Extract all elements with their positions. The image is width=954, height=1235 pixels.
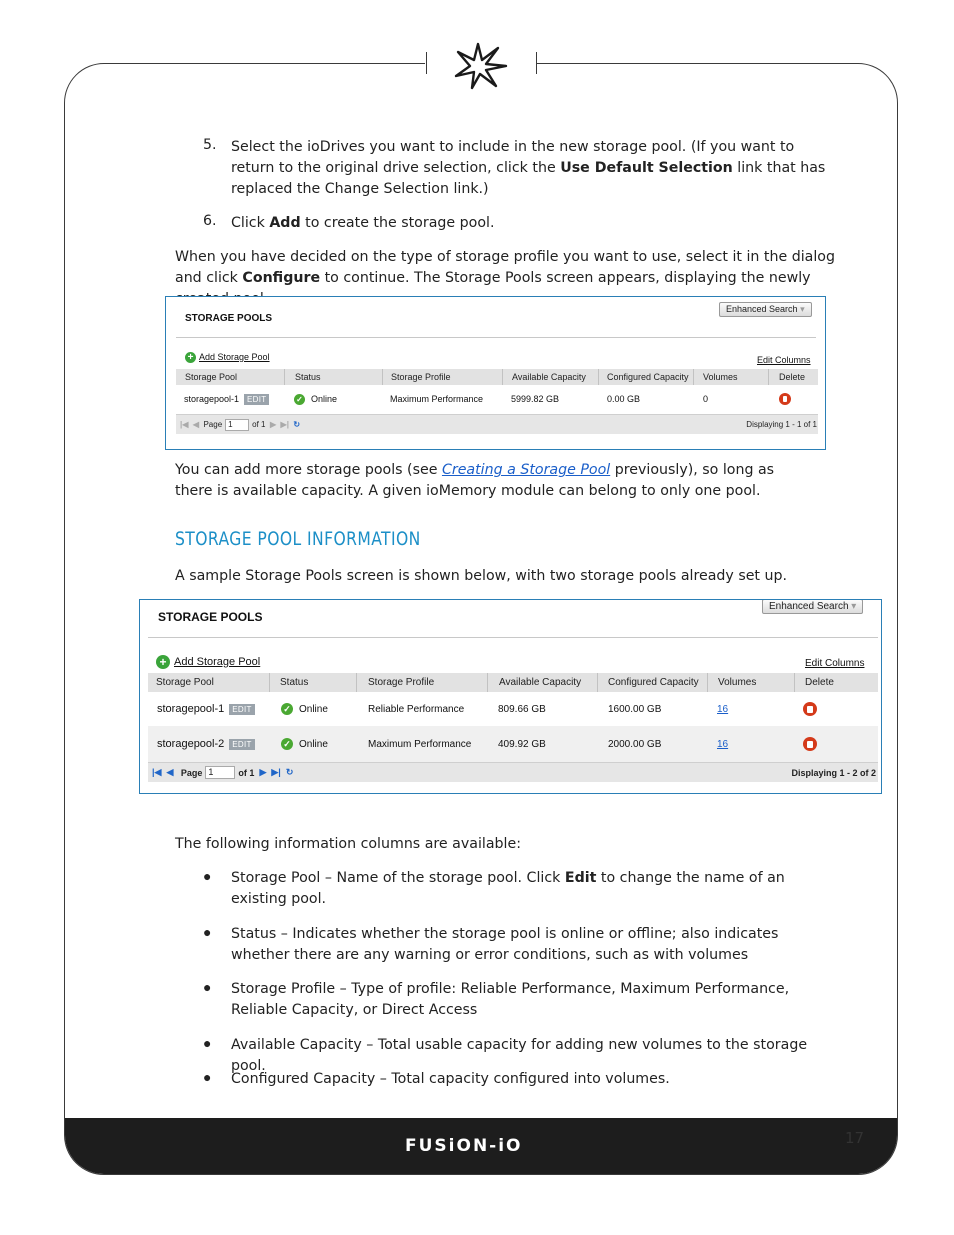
last-page-icon[interactable]: ▶|: [280, 420, 289, 429]
bullet-dot: ●: [203, 979, 212, 995]
section-intro: A sample Storage Pools screen is shown below, with two storage pools already set up.: [175, 568, 788, 584]
star-logo-icon: [452, 42, 508, 90]
section-title: STORAGE POOL INFORMATION: [175, 528, 421, 550]
col-storage-profile[interactable]: Storage Profile: [356, 673, 487, 692]
displaying-count: Displaying 1 - 1 of 1: [746, 420, 817, 429]
table-row: [148, 692, 878, 726]
volumes-link[interactable]: 16: [717, 738, 729, 750]
step-6-text: Click Add to create the storage pool.: [231, 215, 495, 231]
profile-cell: Maximum Performance: [368, 738, 472, 750]
configured-cell: 0.00 GB: [607, 394, 641, 404]
step-6-number: 6.: [203, 213, 217, 229]
col-delete[interactable]: Delete: [794, 673, 878, 692]
bullet-status: Status – Indicates whether the storage pool is online or offline; also indicates whether there are any warning or error conditions, such as with volumes: [231, 926, 779, 963]
table-header: [148, 673, 878, 692]
profile-cell: Maximum Performance: [390, 394, 484, 404]
col-volumes[interactable]: Volumes: [707, 673, 794, 692]
edit-columns-link[interactable]: Edit Columns: [757, 355, 811, 365]
available-cell: 809.66 GB: [498, 703, 546, 715]
note-paragraph: You can add more storage pools (see Creating a Storage Pool previously), so long as there is available capacity. A given ioMemory module can belong to only one pool.: [175, 462, 775, 499]
online-check-icon: ✓: [281, 738, 293, 750]
pool-name-cell: storagepool-1 EDIT: [157, 692, 255, 726]
add-icon: +: [185, 352, 196, 363]
page-input[interactable]: 1: [225, 419, 249, 431]
bullet-dot: ●: [203, 868, 212, 884]
edit-button[interactable]: EDIT: [229, 704, 254, 715]
pagination-bar: [176, 414, 818, 434]
panel-title: STORAGE POOLS: [185, 313, 273, 324]
last-page-icon[interactable]: ▶|: [271, 767, 281, 777]
volumes-cell: [717, 692, 728, 726]
delete-cell: [803, 726, 817, 762]
columns-intro: The following information columns are available:: [175, 836, 521, 852]
bullet-available-capacity: Available Capacity – Total usable capacity for adding new volumes to the storage pool.: [231, 1037, 808, 1074]
add-storage-pool-link[interactable]: + Add Storage Pool: [156, 655, 260, 669]
available-cell: 5999.82 GB: [511, 394, 560, 404]
status-cell: ✓ Online: [281, 726, 328, 762]
add-icon: +: [156, 655, 170, 669]
creating-storage-pool-link[interactable]: Creating a Storage Pool: [441, 462, 611, 478]
step-5-text: Select the ioDrives you want to include in the new storage pool. (If you want to return to the original drive selection, click the Use Default Selection link that has replaced the Change Selection link.): [231, 139, 826, 197]
bullet-storage-profile: Storage Profile – Type of profile: Reliable Performance, Maximum Performance, Reliable Capacity, or Direct Access: [231, 981, 790, 1018]
col-storage-pool[interactable]: Storage Pool: [156, 677, 214, 688]
step-5-number: 5.: [203, 137, 217, 153]
page-label: Page: [203, 420, 223, 429]
col-status[interactable]: Status: [284, 369, 382, 385]
col-storage-pool[interactable]: Storage Pool: [185, 372, 238, 382]
col-available-capacity[interactable]: Available Capacity: [502, 369, 598, 385]
pool-name-cell: storagepool-2 EDIT: [157, 726, 255, 762]
storage-pools-panel-2: [139, 599, 882, 794]
volumes-cell: [717, 726, 728, 762]
edit-button[interactable]: EDIT: [244, 394, 269, 405]
col-status[interactable]: Status: [269, 673, 356, 692]
page-of-label: of 1: [252, 420, 266, 429]
configured-cell: 2000.00 GB: [608, 738, 662, 750]
bullet-storage-pool: Storage Pool – Name of the storage pool. Click Edit to change the name of an existing pool.: [231, 870, 785, 907]
table-header: [176, 369, 818, 385]
delete-cell: [803, 692, 817, 726]
delete-icon[interactable]: [779, 393, 791, 405]
panel-title: STORAGE POOLS: [158, 610, 263, 624]
delete-icon[interactable]: [803, 737, 817, 751]
first-page-icon[interactable]: |◀: [180, 420, 189, 429]
divider: [148, 637, 878, 638]
enhanced-search-button[interactable]: Enhanced Search ▾: [719, 302, 812, 317]
page-of-label: of 1: [238, 767, 255, 778]
footer-bar: [65, 1118, 897, 1174]
delete-cell: [779, 387, 791, 411]
edit-button[interactable]: EDIT: [229, 739, 254, 750]
refresh-icon[interactable]: ↻: [285, 767, 294, 777]
bullet-dot: ●: [203, 1069, 212, 1085]
divider: [176, 337, 816, 338]
online-check-icon: ✓: [281, 703, 293, 715]
status-cell: ✓ Online: [281, 692, 328, 726]
header-divider-left: [426, 52, 427, 74]
configured-cell: 1600.00 GB: [608, 703, 662, 715]
col-volumes[interactable]: Volumes: [693, 369, 768, 385]
add-storage-pool-link[interactable]: + Add Storage Pool: [185, 352, 270, 363]
page-number: 17: [845, 1129, 865, 1147]
refresh-icon[interactable]: ↻: [293, 420, 301, 429]
online-check-icon: ✓: [294, 394, 305, 405]
footer-logo: FUSiON-iO: [405, 1136, 523, 1156]
table-row: [148, 726, 878, 762]
table-row: [176, 387, 818, 411]
intro-paragraph: When you have decided on the type of storage profile you want to use, select it in the dialog and click Configure to continue. The Storage Pools screen appears, displaying the newly: [175, 249, 835, 286]
volumes-cell: 0: [703, 394, 709, 404]
bullet-dot: ●: [203, 924, 212, 940]
pagination-bar: [148, 762, 878, 782]
edit-columns-link[interactable]: Edit Columns: [805, 658, 865, 669]
next-page-icon[interactable]: ▶: [269, 420, 277, 429]
header-divider-right: [536, 52, 537, 74]
profile-cell: Reliable Performance: [368, 703, 465, 715]
available-cell: 409.92 GB: [498, 738, 546, 750]
storage-pools-panel-1: [165, 296, 826, 450]
prev-page-icon[interactable]: ◀: [192, 420, 199, 429]
first-page-icon[interactable]: |◀: [152, 767, 162, 777]
col-delete[interactable]: Delete: [768, 369, 818, 385]
page-label: Page: [180, 767, 203, 778]
next-page-icon[interactable]: ▶: [259, 767, 267, 777]
displaying-count: Displaying 1 - 2 of 2: [791, 767, 876, 778]
pool-name-cell: storagepool-1 EDIT: [184, 387, 269, 411]
prev-page-icon[interactable]: ◀: [166, 767, 174, 777]
col-available-capacity[interactable]: Available Capacity: [487, 673, 597, 692]
enhanced-search-button[interactable]: Enhanced Search ▾: [762, 599, 863, 614]
delete-icon[interactable]: [803, 702, 817, 716]
bullet-dot: ●: [203, 1035, 212, 1051]
col-configured-capacity[interactable]: Configured Capacity: [597, 673, 707, 692]
col-storage-profile[interactable]: Storage Profile: [382, 369, 502, 385]
bullet-configured-capacity: Configured Capacity – Total capacity configured into volumes.: [231, 1071, 670, 1087]
page-input[interactable]: 1: [205, 766, 235, 779]
volumes-link[interactable]: 16: [717, 703, 729, 715]
col-configured-capacity[interactable]: Configured Capacity: [598, 369, 693, 385]
status-cell: ✓ Online: [294, 387, 337, 411]
